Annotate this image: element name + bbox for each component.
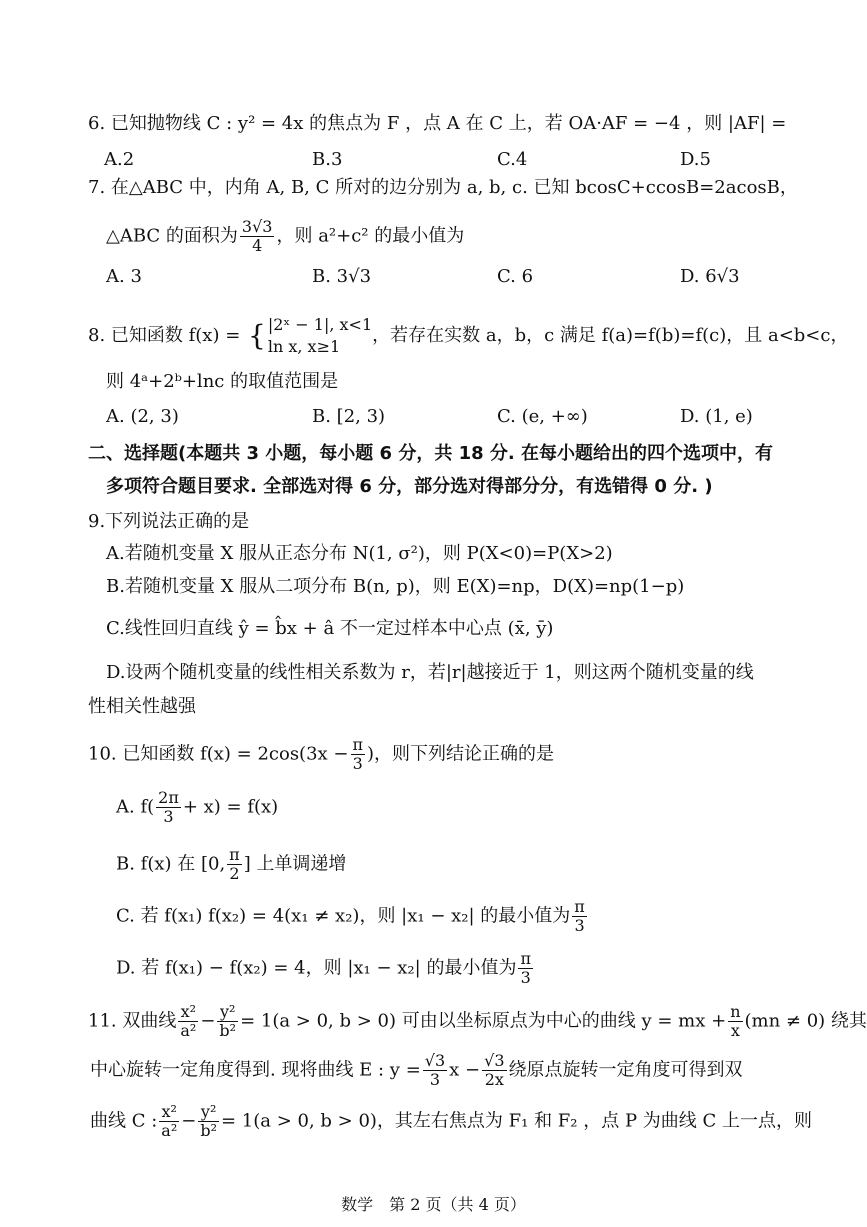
q11-l1-post: (mn ≠ 0) 绕其 xyxy=(744,1010,867,1032)
q11-l2-f2-den: 2x xyxy=(484,1070,504,1089)
q11-l2-f1-den: 3 xyxy=(429,1070,441,1089)
q11-l3-f2-den: b² xyxy=(200,1121,217,1140)
q9-option-a: A.若随机变量 X 服从正态分布 N(1, σ²)，则 P(X<0)=P(X>2) xyxy=(106,543,613,564)
q11-l1-f2-num: y² xyxy=(217,1003,238,1022)
q11-l3-frac2 xyxy=(198,1103,219,1140)
q11-l3-f2-num: y² xyxy=(198,1103,219,1122)
q10-option-a xyxy=(116,789,867,826)
q8-stem xyxy=(88,312,867,360)
q7-frac-num: 3√3 xyxy=(241,217,273,236)
q10-stem-frac-num: π xyxy=(352,735,364,754)
q9-option-c: C.线性回归直线 ŷ = b̂x + â 不一定过样本中心点 (x̄, ȳ) xyxy=(106,618,554,639)
q9-option-d-line2: 性相关性越强 xyxy=(88,696,196,717)
q10-d-frac-num: π xyxy=(520,949,531,968)
page-footer: 数学 第 2 页（共 4 页） xyxy=(341,1195,526,1214)
q10-option-b xyxy=(116,846,867,883)
q11-l2-f2-num: √3 xyxy=(484,1051,505,1070)
q11-l2-post: 绕原点旋转一定角度可得到双 xyxy=(508,1059,743,1081)
q11-l1-pre: 11. 双曲线 xyxy=(88,1010,177,1032)
q10-b-pre: B. f(x) 在 [0, xyxy=(116,853,226,875)
q7-stem-line2-post: ，则 a²+c² 的最小值为 xyxy=(276,225,465,247)
q8-piecewise xyxy=(268,314,372,358)
q11-l1-frac1 xyxy=(178,1003,198,1040)
q10-b-frac-den: 2 xyxy=(229,864,240,883)
q11-l3-f1-num: x² xyxy=(159,1103,179,1122)
q10-c-fraction xyxy=(572,898,587,935)
q6-stem: 6. 已知抛物线 C : y² = 4x 的焦点为 F ，点 A 在 C 上，若 OA·AF = −4 ，则 |AF| = xyxy=(88,113,787,134)
q10-a-post: + x) = f(x) xyxy=(182,796,279,818)
q10-stem xyxy=(88,736,867,773)
q10-c-frac-den: 3 xyxy=(574,916,585,935)
q11-l1-mid: = 1(a > 0, b > 0) 可由以坐标原点为中心的曲线 y = mx + xyxy=(240,1010,727,1032)
q10-d-frac-den: 3 xyxy=(520,968,531,987)
q8-stem-post: ，若存在实数 a，b，c 满足 f(a)=f(b)=f(c)，且 a<b<c， xyxy=(372,325,849,346)
q11-l3-frac1 xyxy=(159,1103,179,1140)
q11-l2-frac1 xyxy=(423,1052,447,1089)
q8-stem-pre: 8. 已知函数 f(x) = xyxy=(88,325,241,346)
q11-l1-f1-den: a² xyxy=(180,1021,197,1040)
q11-line1 xyxy=(88,1003,867,1040)
q10-stem-frac-den: 3 xyxy=(352,754,363,773)
section2-heading-line1: 二、选择题(本题共 3 小题，每小题 6 分，共 18 分. 在每小题给出的四个选项中，有 xyxy=(88,443,774,464)
q11-l1-f3-den: x xyxy=(730,1021,740,1040)
q7-frac-den: 4 xyxy=(252,236,263,255)
q10-b-post: ] 上单调递增 xyxy=(243,853,347,875)
q11-line2 xyxy=(90,1052,867,1089)
q8-stem-line2: 则 4ᵃ+2ᵇ+lnc 的取值范围是 xyxy=(106,371,339,392)
q10-stem-post: )，则下列结论正确的是 xyxy=(367,743,555,765)
q10-c-frac-num: π xyxy=(574,897,585,916)
q8-piece-1: |2ˣ − 1|, x<1 xyxy=(267,315,373,334)
q10-option-c xyxy=(116,898,867,935)
q11-l1-f1-num: x² xyxy=(178,1003,198,1022)
q11-l3-minus: − xyxy=(181,1110,197,1132)
q11-l2-frac2 xyxy=(482,1052,506,1089)
q9-option-b: B.若随机变量 X 服从二项分布 B(n, p)，则 E(X)=np，D(X)=np(1−p) xyxy=(106,576,685,597)
q10-a-pre: A. f( xyxy=(116,796,155,818)
q11-l2-pre: 中心旋转一定角度得到. 现将曲线 E : y = xyxy=(90,1059,421,1081)
q11-l1-minus: − xyxy=(200,1010,216,1032)
q11-l3-post: = 1(a > 0, b > 0)，其左右焦点为 F₁ 和 F₂ ，点 P 为曲线 C 上一点，则 xyxy=(220,1110,813,1132)
q10-d-fraction xyxy=(518,950,533,987)
q7-option-c: C. 6 xyxy=(497,266,534,287)
q10-stem-fraction xyxy=(351,736,366,773)
q10-a-frac-den: 3 xyxy=(163,807,174,826)
q7-stem-line1: 7. 在△ABC 中，内角 A, B, C 所对的边分别为 a, b, c. 已知 bcosC+ccosB=2acosB， xyxy=(88,177,798,198)
q11-l3-pre: 曲线 C : xyxy=(90,1110,158,1132)
q11-line3 xyxy=(90,1103,867,1140)
q11-l1-f3-num: n xyxy=(730,1002,741,1021)
q7-option-b: B. 3√3 xyxy=(312,266,372,287)
q10-a-fraction xyxy=(156,789,181,826)
q6-option-a: A.2 xyxy=(104,149,135,170)
section2-heading-line2: 多项符合题目要求. 全部选对得 6 分，部分选对得部分分，有选错得 0 分. ) xyxy=(106,476,713,497)
q11-l1-frac2 xyxy=(217,1003,238,1040)
q7-area-fraction xyxy=(240,218,275,255)
q10-b-frac-num: π xyxy=(229,845,240,864)
q11-l3-f1-den: a² xyxy=(161,1121,178,1140)
q8-piece-2: ln x, x≥1 xyxy=(267,337,341,356)
q8-option-b: B. [2, 3) xyxy=(312,406,386,427)
q10-stem-pre: 10. 已知函数 f(x) = 2cos(3x − xyxy=(88,743,349,765)
q10-c-pre: C. 若 f(x₁) f(x₂) = 4(x₁ ≠ x₂)，则 |x₁ − x₂| 的最小值为 xyxy=(116,905,571,927)
q7-stem-line2-pre: △ABC 的面积为 xyxy=(106,225,238,247)
q11-l1-frac3 xyxy=(728,1003,742,1040)
q11-l1-f2-den: b² xyxy=(219,1021,237,1040)
q7-option-d: D. 6√3 xyxy=(680,266,740,287)
q6-option-b: B.3 xyxy=(312,149,343,170)
q7-stem-line2 xyxy=(106,218,867,255)
q10-d-pre: D. 若 f(x₁) − f(x₂) = 4，则 |x₁ − x₂| 的最小值为 xyxy=(116,957,517,979)
q8-option-c: C. (e, +∞) xyxy=(497,406,588,427)
q7-option-a: A. 3 xyxy=(106,266,142,287)
q6-option-c: C.4 xyxy=(497,149,528,170)
q10-a-frac-num: 2π xyxy=(158,788,179,807)
q10-b-fraction xyxy=(227,846,242,883)
q10-option-d xyxy=(116,950,867,987)
q8-option-d: D. (1, e) xyxy=(680,406,753,427)
q11-l2-f1-num: √3 xyxy=(424,1051,446,1070)
q9-stem: 9.下列说法正确的是 xyxy=(88,511,250,532)
q9-option-d-line1: D.设两个随机变量的线性相关系数为 r，若|r|越接近于 1，则这两个随机变量的线 xyxy=(106,662,754,683)
q6-option-d: D.5 xyxy=(680,149,711,170)
q8-brace: { xyxy=(248,319,266,352)
q11-l2-mid: x − xyxy=(449,1059,481,1081)
q8-option-a: A. (2, 3) xyxy=(106,406,179,427)
